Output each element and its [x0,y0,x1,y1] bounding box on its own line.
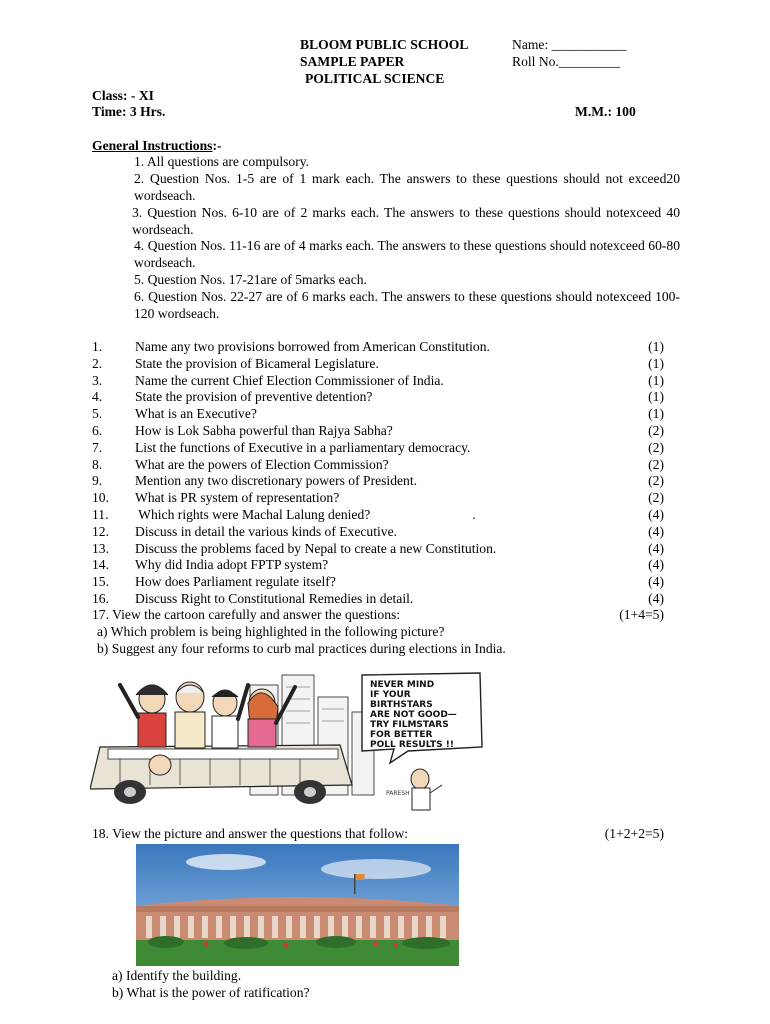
instruction-5: 5. Question Nos. 17-21are of 5marks each. [134,272,367,287]
question-18-part-b: b) What is the power of ratification? [112,985,310,1000]
question-number: 10. [92,490,109,505]
question-marks: (2) [648,473,664,488]
question-marks: (2) [648,440,664,455]
question-marks: (2) [648,490,664,505]
question-text: List the functions of Executive in a parliamentary democracy. [135,440,471,455]
question-text: Which rights were Machal Lalung denied? . [135,507,476,522]
parliament-photo [136,844,459,966]
class-label: Class: - XI [92,88,154,103]
bubble-line-4: ARE NOT GOOD— [370,710,457,720]
bubble-line-5: TRY FILMSTARS [370,720,449,730]
question-text: Discuss in detail the various kinds of Executive. [135,524,398,539]
question-text: What is an Executive? [135,406,257,421]
question-number: 1. [92,339,103,354]
question-text: State the provision of Bicameral Legislature. [135,356,379,371]
question-text: Why did India adopt FPTP system? [135,557,329,572]
question-marks: (4) [648,591,664,606]
paper-title: SAMPLE PAPER [300,54,405,69]
instruction-1: 1. All questions are compulsory. [134,154,310,169]
question-text: State the provision of preventive detention? [135,389,373,404]
question-number: 14. [92,557,109,572]
question-number: 11. [92,507,109,522]
instruction-6: 6. Question Nos. 22-27 are of 6 marks each. The answers to these questions should notexceed 100-120 wordseach. [134,289,680,321]
question-text: How is Lok Sabha powerful than Rajya Sabha? [135,423,393,438]
question-marks: (4) [648,524,664,539]
question-marks: (4) [648,507,664,522]
question-18-text: 18. View the picture and answer the questions that follow: [92,826,409,841]
bubble-line-1: NEVER MIND [370,680,435,690]
question-text: What is PR system of representation? [135,490,340,505]
instruction-2: 2. Question Nos. 1-5 are of 1 mark each. The answers to these questions should not exceed20 wordseach. [134,171,680,203]
question-marks: (1) [648,356,664,371]
question-17-part-b: b) Suggest any four reforms to curb mal practices during elections in India. [97,641,506,656]
question-text: Mention any two discretionary powers of President. [135,473,418,488]
question-17-text: 17. View the cartoon carefully and answer the questions: [92,607,401,622]
question-number: 15. [92,574,109,589]
question-number: 13. [92,541,109,556]
question-marks: (2) [648,423,664,438]
question-number: 8. [92,457,103,472]
question-marks: (1) [648,406,664,421]
name-field: Name: ___________ [512,37,627,52]
question-marks: (1) [648,339,664,354]
question-text: How does Parliament regulate itself? [135,574,336,589]
question-text: What are the powers of Election Commission? [135,457,389,472]
question-number: 6. [92,423,103,438]
question-text: Name any two provisions borrowed from American Constitution. [135,339,490,354]
max-marks-label: M.M.: 100 [575,104,636,119]
question-number: 7. [92,440,103,455]
instructions-heading [92,137,222,154]
question-marks: (1) [648,373,664,388]
question-number: 9. [92,473,103,488]
question-text: Discuss the problems faced by Nepal to create a new Constitution. [135,541,497,556]
instructions-heading-text: General Instructions [92,138,213,153]
question-number: 5. [92,406,103,421]
question-number: 12. [92,524,109,539]
question-marks: (2) [648,457,664,472]
question-17-marks: (1+4=5) [619,607,664,622]
roll-field: Roll No._________ [512,54,620,69]
instruction-3: 3. Question Nos. 6-10 are of 2 marks each. The answers to these questions should notexceed 40 wordseach. [132,205,680,237]
question-18-marks: (1+2+2=5) [604,826,664,841]
subject-title: POLITICAL SCIENCE [305,71,445,86]
instructions-heading-suffix: :- [212,138,222,153]
bubble-line-6: FOR BETTER [370,730,433,740]
school-name: BLOOM PUBLIC SCHOOL [300,37,469,52]
instruction-4: 4. Question Nos. 11-16 are of 4 marks each. The answers to these questions should notexceed 60-80 wordseach. [134,238,680,270]
time-label: Time: 3 Hrs. [92,104,166,119]
question-number: 3. [92,373,103,388]
question-number: 4. [92,389,103,404]
question-marks: (4) [648,541,664,556]
election-cartoon [90,667,490,812]
question-number: 16. [92,591,109,606]
bubble-line-2: IF YOUR [370,690,411,700]
question-text: Name the current Chief Election Commissioner of India. [135,373,444,388]
question-marks: (4) [648,574,664,589]
question-marks: (1) [648,389,664,404]
question-17-part-a: a) Which problem is being highlighted in the following picture? [97,624,445,639]
bubble-line-3: BIRTHSTARS [370,700,433,710]
question-text: Discuss Right to Constitutional Remedies in detail. [135,591,414,606]
question-marks: (4) [648,557,664,572]
bubble-line-7: POLL RESULTS !! [370,740,454,750]
question-18-part-a: a) Identify the building. [112,968,242,983]
cartoonist-signature: PARESH [386,790,410,797]
question-number: 2. [92,356,103,371]
